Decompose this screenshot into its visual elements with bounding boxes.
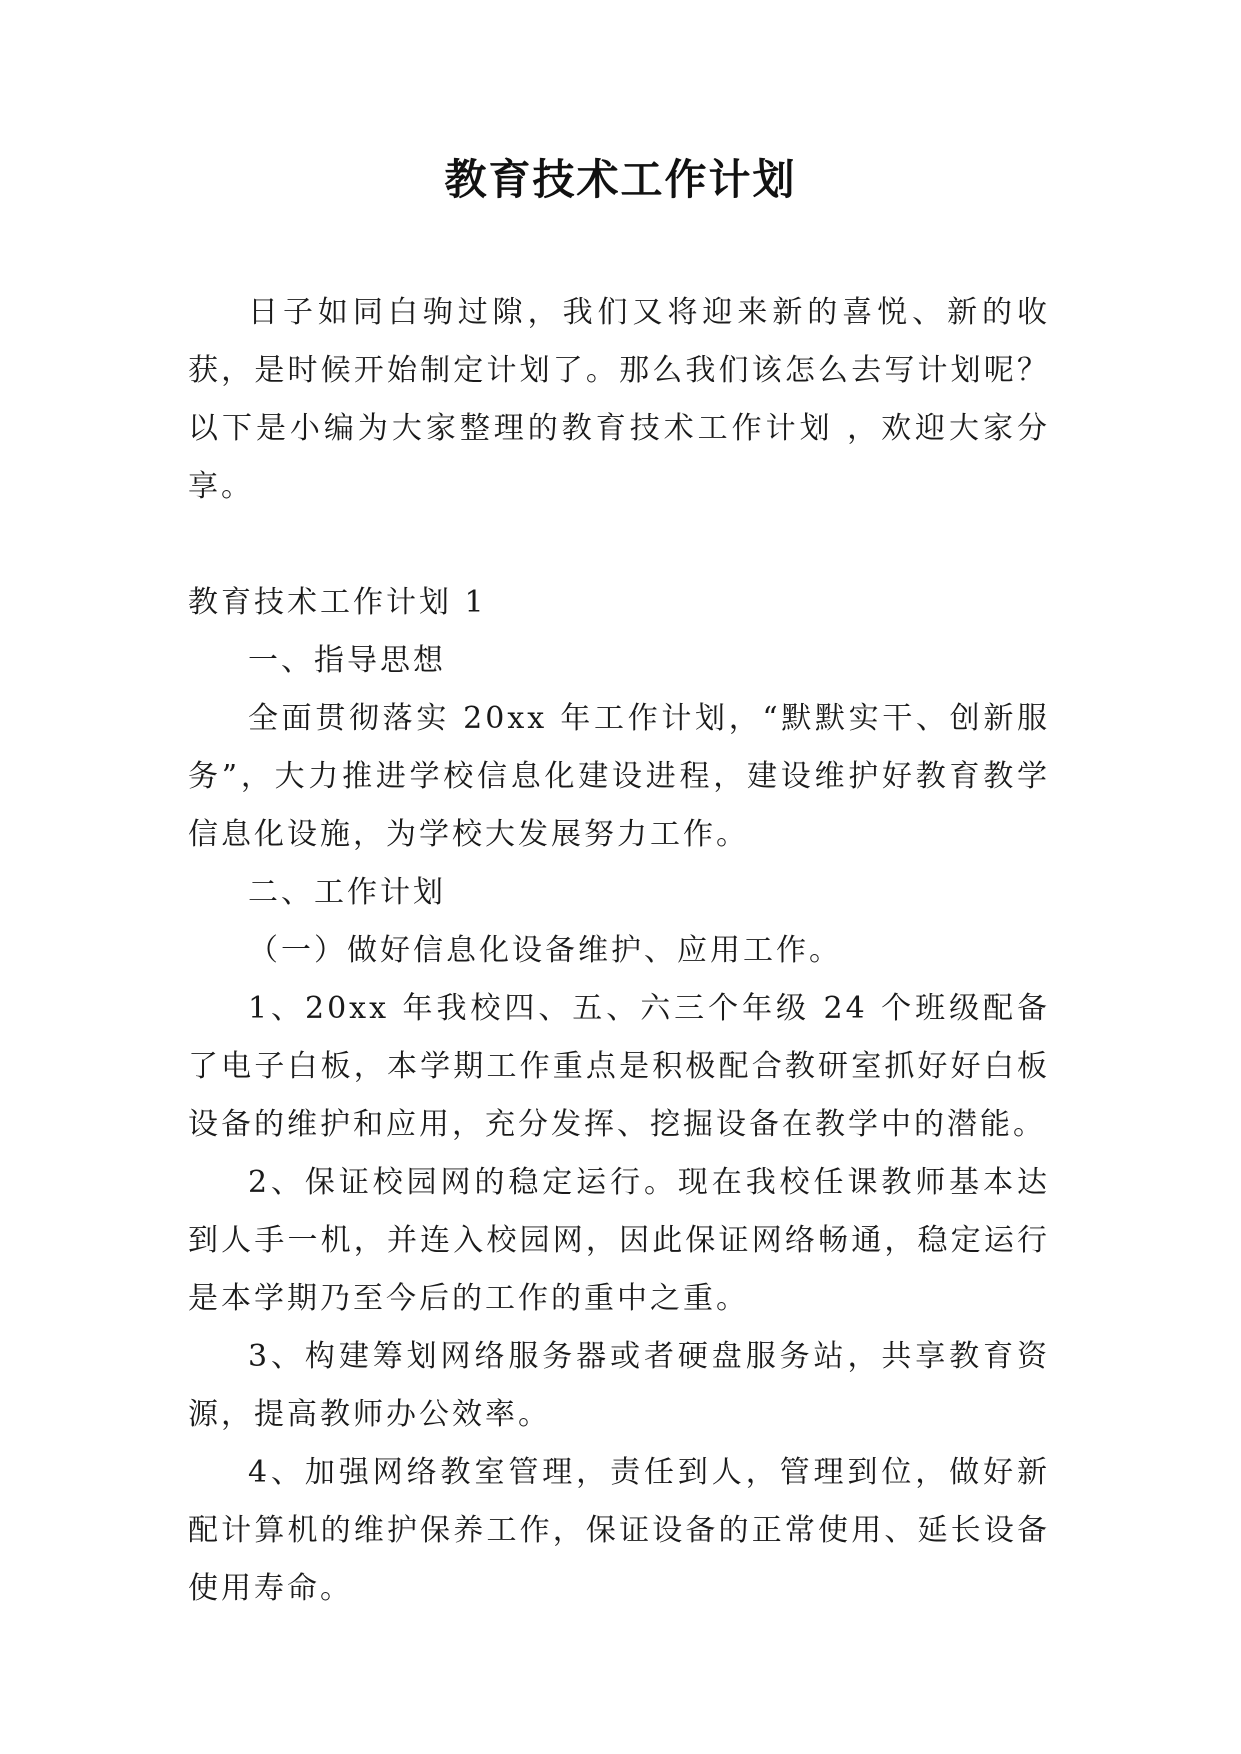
guiding-ideology-paragraph: 全面贯彻落实 20xx 年工作计划，“默默实干、创新服务”，大力推进学校信息化建设进程，建设维护好教育教学信息化设施，为学校大发展努力工作。 bbox=[188, 701, 1050, 852]
document-title: 教育技术工作计划 bbox=[444, 155, 797, 204]
plan-item-1: 1、20xx 年我校四、五、六三个年级 24 个班级配备了电子白板，本学期工作重点是积极配合教研室抓好好白板设备的维护和应用，充分发挥、挖掘设备在教学中的潜能。 bbox=[188, 991, 1050, 1142]
plan-item-4: 4、加强网络教室管理，责任到人，管理到位，做好新配计算机的维护保养工作，保证设备的正常使用、延长设备使用寿命。 bbox=[188, 1455, 1050, 1606]
plan-item-2: 2、保证校园网的稳定运行。现在我校任课教师基本达到人手一机，并连入校园网，因此保证网络畅通，稳定运行是本学期乃至今后的工作的重中之重。 bbox=[188, 1165, 1050, 1316]
heading-work-plan: 二、工作计划 bbox=[248, 875, 446, 910]
plan-item-3: 3、构建筹划网络服务器或者硬盘服务站，共享教育资源，提高教师办公效率。 bbox=[188, 1339, 1050, 1432]
intro-paragraph: 日子如同白驹过隙，我们又将迎来新的喜悦、新的收获，是时候开始制定计划了。那么我们该怎么去写计划呢？以下是小编为大家整理的教育技术工作计划 ，欢迎大家分享。 bbox=[188, 295, 1050, 504]
subheading-equipment-maintenance: （一）做好信息化设备维护、应用工作。 bbox=[248, 933, 842, 968]
section-heading: 教育技术工作计划 1 bbox=[188, 585, 487, 620]
document-body bbox=[188, 284, 1050, 1618]
heading-guiding-ideology: 一、指导思想 bbox=[248, 643, 446, 678]
